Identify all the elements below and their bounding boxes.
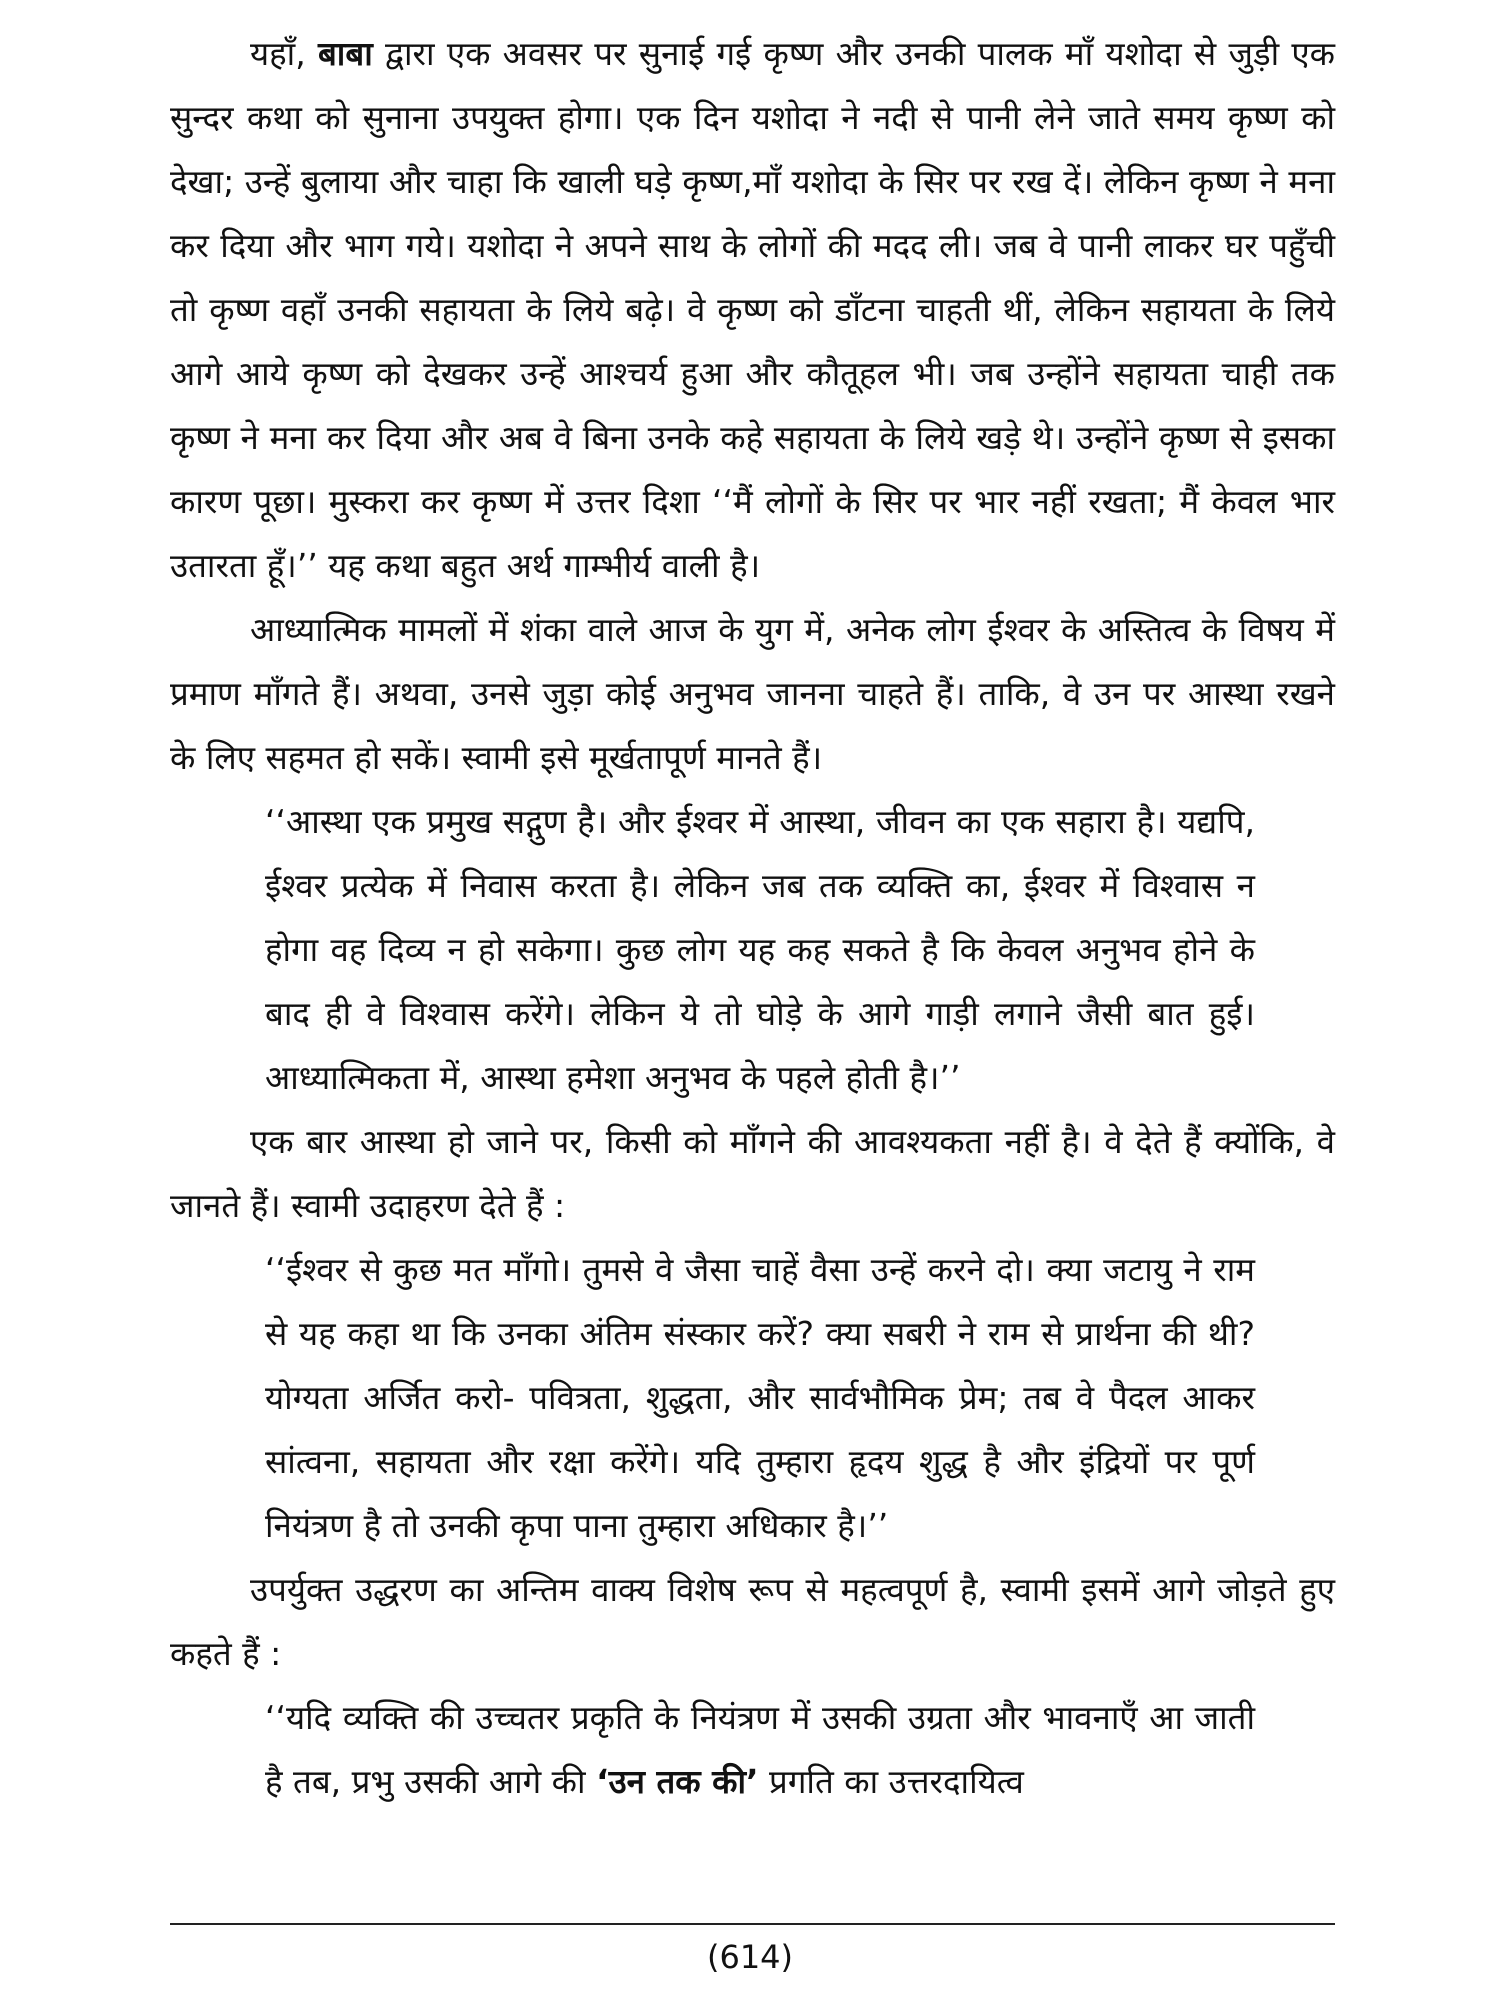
page-number: (614) <box>706 1938 794 1976</box>
paragraph-once-faith: एक बार आस्था हो जाने पर, किसी को माँगने की आवश्यकता नहीं है। वे देते हैं क्योंकि, वे जानते हैं। स्वामी उदाहरण देते हैं : <box>170 1122 1335 1226</box>
bold-un-tak-ki: ‘उन तक की’ <box>596 1762 759 1802</box>
quote-ask-nothing: ‘‘ईश्वर से कुछ मत माँगो। तुमसे वे जैसा चाहें वैसा उन्हें करने दो। क्या जटायु ने राम से यह कहा था कि उनका अंतिम संस्कार करें? क्या सबरी ने राम से प्रार्थना की थी? योग्यता अर्जित करो- पवित्रता, शुद्धता, और सार्वभौमिक प्रेम; तब वे पैदल आकर सांत्वना, सहायता और रक्षा करेंगे। यदि तुम्हारा हृदय शुद्ध है और इंद्रियों पर पूर्ण नियंत्रण है तो उनकी कृपा पाना तुम्हारा अधिकार है।’’ <box>265 1250 1255 1546</box>
footer-divider <box>170 1923 1335 1925</box>
paragraph-last-sentence: उपर्युक्त उद्धरण का अन्तिम वाक्य विशेष रूप से महत्वपूर्ण है, स्वामी इसमें आगे जोड़ते हुए कहते हैं : <box>170 1570 1335 1674</box>
quote-higher-nature: ‘‘यदि व्यक्ति की उच्चतर प्रकृति के नियंत्रण में उसकी उग्रता और भावनाएँ आ जाती है तब, प्रभु उसकी आगे की ‘उन तक की’ प्रगति का उत्तरदायित्व <box>265 1698 1255 1802</box>
body-text <box>170 22 1335 1814</box>
quote-faith-virtue: ‘‘आस्था एक प्रमुख सद्गुण है। और ईश्वर में आस्था, जीवन का एक सहारा है। यद्यपि, ईश्वर प्रत्येक में निवास करता है। लेकिन जब तक व्यक्ति का, ईश्वर में विश्वास न होगा वह दिव्य न हो सकेगा। कुछ लोग यह कह सकते है कि केवल अनुभव होने के बाद ही वे विश्वास करेंगे। लेकिन ये तो घोड़े के आगे गाड़ी लगाने जैसी बात हुई। आध्यात्मिकता में, आस्था हमेशा अनुभव के पहले होती है।’’ <box>265 802 1255 1098</box>
paragraph-faith-proof: आध्यात्मिक मामलों में शंका वाले आज के युग में, अनेक लोग ईश्वर के अस्तित्व के विषय में प्रमाण माँगते हैं। अथवा, उनसे जुड़ा कोई अनुभव जानना चाहते हैं। ताकि, वे उन पर आस्था रखने के लिए सहमत हो सकें। स्वामी इसे मूर्खतापूर्ण मानते हैं। <box>170 610 1335 778</box>
paragraph-krishna-story: यहाँ, बाबा द्वारा एक अवसर पर सुनाई गई कृष्ण और उनकी पालक माँ यशोदा से जुड़ी एक सुन्दर कथा को सुनाना उपयुक्त होगा। एक दिन यशोदा ने नदी से पानी लेने जाते समय कृष्ण को देखा; उन्हें बुलाया और चाहा कि खाली घड़े कृष्ण,माँ यशोदा के सिर पर रख दें। लेकिन कृष्ण ने मना कर दिया और भाग गये। यशोदा ने अपने साथ के लोगों की मदद ली। जब वे पानी लाकर घर पहुँची तो कृष्ण वहाँ उनकी सहायता के लिये बढ़े। वे कृष्ण को डाँटना चाहती थीं, लेकिन सहायता के लिये आगे आये कृष्ण को देखकर उन्हें आश्चर्य हुआ और कौतूहल भी। जब उन्होंने सहायता चाही तक कृष्ण ने मना कर दिया और अब वे बिना उनके कहे सहायता के लिये खड़े थे। उन्होंने कृष्ण से इसका कारण पूछा। मुस्करा कर कृष्ण में उत्तर दिशा ‘‘मैं लोगों के सिर पर भार नहीं रखता; मैं केवल भार उतारता हूँ।’’ यह कथा बहुत अर्थ गाम्भीर्य वाली है। <box>170 34 1335 586</box>
bold-baba: बाबा <box>317 34 373 73</box>
